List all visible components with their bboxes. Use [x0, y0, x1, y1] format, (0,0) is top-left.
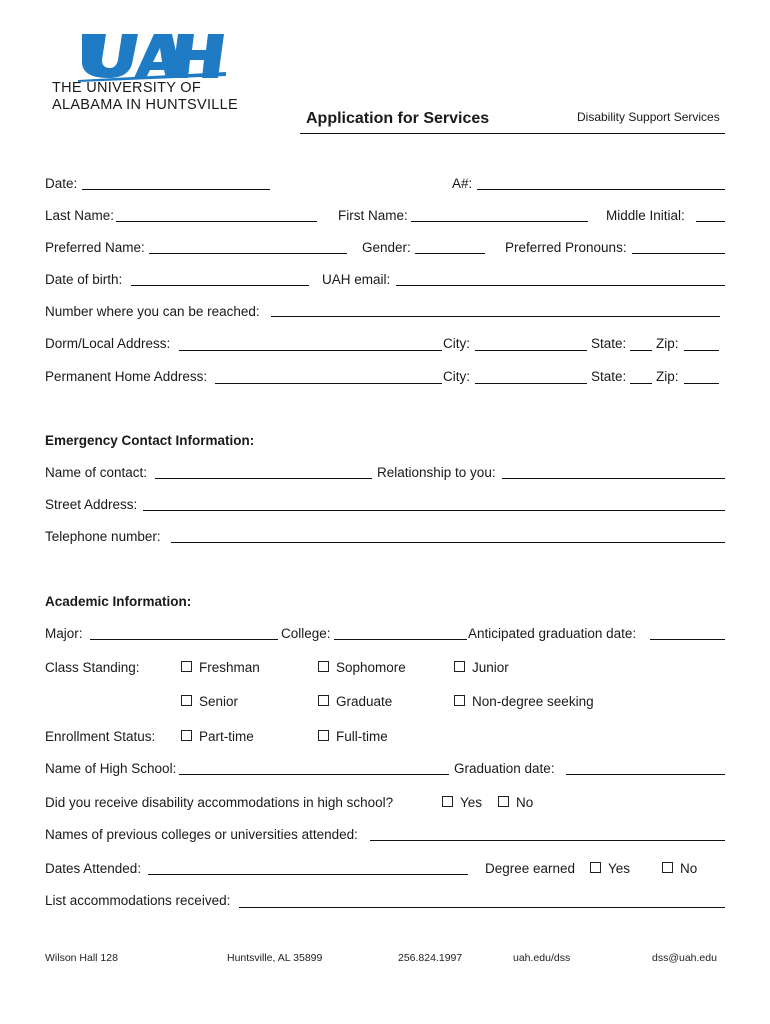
high-school-label: Name of High School:	[45, 761, 177, 776]
dorm-state-label: State:	[591, 336, 627, 351]
hs-no-label: No	[516, 795, 534, 810]
university-name-line1: THE UNIVERSITY OF	[52, 80, 202, 96]
checkbox-box[interactable]	[318, 661, 329, 672]
academic-heading: Academic Information:	[45, 594, 192, 609]
non-degree-label: Non-degree seeking	[472, 694, 594, 709]
checkbox-box[interactable]	[318, 695, 329, 706]
uah-logo-mark	[78, 30, 226, 82]
header-divider	[300, 133, 725, 134]
perm-zip-label: Zip:	[656, 369, 679, 384]
freshman-checkbox[interactable]	[181, 660, 260, 676]
degree-no-checkbox[interactable]	[662, 861, 697, 877]
contact-name-label: Name of contact:	[45, 465, 148, 480]
uah-email-field[interactable]	[396, 285, 725, 286]
freshman-label: Freshman	[199, 660, 260, 675]
hs-no-checkbox[interactable]	[498, 795, 533, 811]
contact-name-field[interactable]	[155, 478, 372, 479]
previous-colleges-field[interactable]	[370, 840, 725, 841]
perm-state-label: State:	[591, 369, 627, 384]
enrollment-label: Enrollment Status:	[45, 729, 156, 744]
footer-web[interactable]: uah.edu/dss	[513, 952, 571, 964]
first-name-label: First Name:	[338, 208, 408, 223]
checkbox-box[interactable]	[590, 862, 601, 873]
dorm-address-field[interactable]	[179, 350, 442, 351]
checkbox-box[interactable]	[181, 695, 192, 706]
junior-checkbox[interactable]	[454, 660, 509, 676]
perm-address-field[interactable]	[215, 383, 442, 384]
college-field[interactable]	[334, 639, 467, 640]
dorm-address-label: Dorm/Local Address:	[45, 336, 171, 351]
perm-state-field[interactable]	[630, 383, 652, 384]
uah-email-label: UAH email:	[322, 272, 391, 287]
hs-accommodations-label: Did you receive disability accommodations in high school?	[45, 795, 394, 810]
form-title: Application for Services	[306, 110, 490, 127]
checkbox-box[interactable]	[498, 796, 509, 807]
accommodations-received-label: List accommodations received:	[45, 893, 231, 908]
university-name-line2: ALABAMA IN HUNTSVILLE	[52, 97, 238, 113]
footer-city: Huntsville, AL 35899	[227, 952, 323, 964]
perm-zip-field[interactable]	[684, 383, 719, 384]
checkbox-box[interactable]	[181, 730, 192, 741]
telephone-field[interactable]	[171, 542, 725, 543]
dob-label: Date of birth:	[45, 272, 123, 287]
class-standing-label: Class Standing:	[45, 660, 140, 675]
checkbox-box[interactable]	[442, 796, 453, 807]
junior-label: Junior	[472, 660, 509, 675]
street-address-label: Street Address:	[45, 497, 138, 512]
footer-building: Wilson Hall 128	[45, 952, 118, 964]
dorm-city-label: City:	[443, 336, 470, 351]
dates-attended-field[interactable]	[148, 874, 468, 875]
high-school-field[interactable]	[179, 774, 449, 775]
checkbox-box[interactable]	[318, 730, 329, 741]
major-field[interactable]	[90, 639, 278, 640]
dorm-state-field[interactable]	[630, 350, 652, 351]
hs-grad-date-field[interactable]	[566, 774, 725, 775]
dorm-zip-field[interactable]	[684, 350, 719, 351]
graduate-checkbox[interactable]	[318, 694, 392, 710]
part-time-checkbox[interactable]	[181, 729, 254, 745]
full-time-checkbox[interactable]	[318, 729, 388, 745]
preferred-name-field[interactable]	[149, 253, 347, 254]
preferred-pronouns-field[interactable]	[632, 253, 725, 254]
non-degree-checkbox[interactable]	[454, 694, 594, 710]
hs-yes-label: Yes	[460, 795, 483, 810]
department-name: Disability Support Services	[577, 110, 720, 124]
relationship-label: Relationship to you:	[377, 465, 496, 480]
part-time-label: Part-time	[199, 729, 254, 744]
major-label: Major:	[45, 626, 83, 641]
previous-colleges-label: Names of previous colleges or universities attended:	[45, 827, 358, 842]
middle-initial-field[interactable]	[696, 221, 725, 222]
checkbox-box[interactable]	[454, 661, 465, 672]
dorm-zip-label: Zip:	[656, 336, 679, 351]
perm-city-label: City:	[443, 369, 470, 384]
degree-yes-checkbox[interactable]	[590, 861, 630, 877]
checkbox-box[interactable]	[181, 661, 192, 672]
phone-label: Number where you can be reached:	[45, 304, 260, 319]
dob-field[interactable]	[131, 285, 309, 286]
a-number-field[interactable]	[477, 189, 725, 190]
perm-city-field[interactable]	[475, 383, 587, 384]
dorm-city-field[interactable]	[475, 350, 587, 351]
hs-yes-checkbox[interactable]	[442, 795, 482, 811]
senior-label: Senior	[199, 694, 239, 709]
footer-phone: 256.824.1997	[398, 952, 463, 964]
sophomore-label: Sophomore	[336, 660, 406, 675]
grad-date-label: Anticipated graduation date:	[468, 626, 637, 641]
gender-field[interactable]	[415, 253, 485, 254]
date-label: Date:	[45, 176, 78, 191]
relationship-field[interactable]	[502, 478, 725, 479]
checkbox-box[interactable]	[454, 695, 465, 706]
senior-checkbox[interactable]	[181, 694, 238, 710]
checkbox-box[interactable]	[662, 862, 673, 873]
date-field[interactable]	[82, 189, 270, 190]
sophomore-checkbox[interactable]	[318, 660, 406, 676]
university-logo	[78, 30, 226, 82]
a-number-label: A#:	[452, 176, 473, 191]
dates-attended-label: Dates Attended:	[45, 861, 142, 876]
degree-yes-label: Yes	[608, 861, 631, 876]
perm-address-label: Permanent Home Address:	[45, 369, 208, 384]
gender-label: Gender:	[362, 240, 411, 255]
emergency-heading: Emergency Contact Information:	[45, 433, 255, 448]
street-address-field[interactable]	[143, 510, 725, 511]
degree-no-label: No	[680, 861, 698, 876]
accommodations-received-field[interactable]	[239, 907, 725, 908]
full-time-label: Full-time	[336, 729, 388, 744]
last-name-label: Last Name:	[45, 208, 115, 223]
hs-grad-date-label: Graduation date:	[454, 761, 555, 776]
preferred-pronouns-label: Preferred Pronouns:	[505, 240, 627, 255]
preferred-name-label: Preferred Name:	[45, 240, 145, 255]
last-name-field[interactable]	[116, 221, 317, 222]
footer-email[interactable]: dss@uah.edu	[652, 952, 717, 964]
phone-field[interactable]	[271, 316, 720, 317]
telephone-label: Telephone number:	[45, 529, 161, 544]
graduate-label: Graduate	[336, 694, 393, 709]
middle-initial-label: Middle Initial:	[606, 208, 685, 223]
degree-earned-label: Degree earned	[485, 861, 576, 876]
grad-date-field[interactable]	[650, 639, 725, 640]
college-label: College:	[281, 626, 331, 641]
first-name-field[interactable]	[411, 221, 588, 222]
